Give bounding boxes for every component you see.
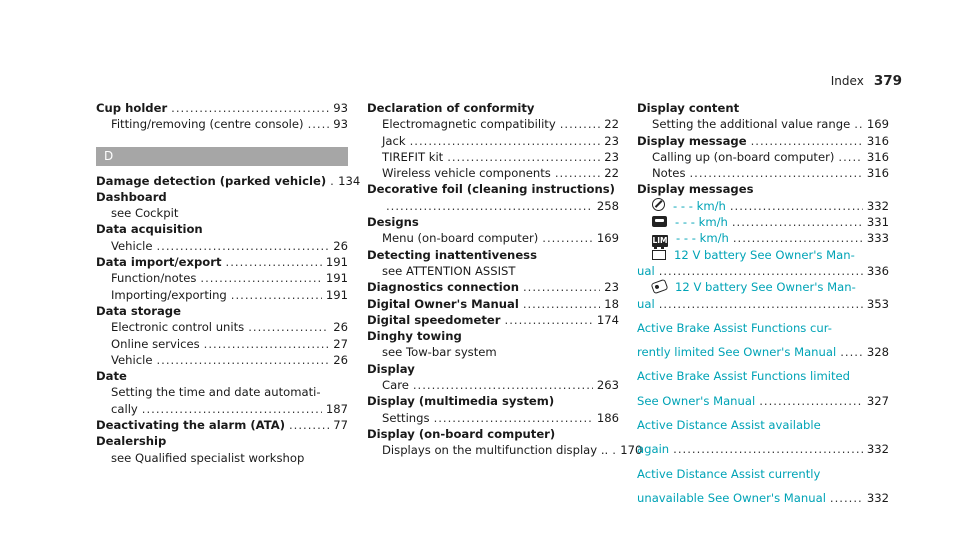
entry-label: Notes (652, 166, 686, 181)
index-entry[interactable]: Active Distance Assist currently (637, 466, 821, 481)
leader-dots (226, 254, 322, 270)
index-heading[interactable] (96, 254, 348, 270)
leader-dots (386, 198, 593, 214)
index-subentry[interactable] (367, 442, 643, 458)
index-entry[interactable]: 12 V battery See Owner's Man- (637, 247, 889, 263)
index-subentry (96, 450, 348, 466)
page-number: 379 (873, 73, 902, 89)
leader-dots (248, 319, 329, 335)
index-entry[interactable]: - - - km/h ..... 331 (637, 214, 889, 230)
index-subentry[interactable] (637, 165, 889, 181)
letter-divider: D (96, 147, 348, 166)
index-entry-continued[interactable]: rently limited See Owner's Manual ..... 328 (637, 344, 889, 360)
leader-dots (156, 352, 329, 368)
entry-label: Vehicle (111, 238, 153, 253)
index-heading (96, 433, 348, 449)
index-heading (637, 181, 889, 197)
index-subentry[interactable] (637, 149, 889, 165)
entry-label: Date (96, 369, 127, 384)
page-ref[interactable]: 23 (604, 133, 619, 148)
entry-label: Designs (367, 215, 419, 230)
page-ref[interactable]: 23 (604, 149, 619, 164)
leader-dots (231, 287, 322, 303)
leader-dots (447, 149, 600, 165)
leader-dots (289, 417, 329, 433)
index-subentry[interactable] (367, 410, 619, 426)
index-subentry[interactable] (96, 336, 348, 352)
leader-dots (612, 442, 616, 458)
index-entry[interactable]: Active Distance Assist available (637, 418, 821, 433)
entry-label: TIREFIT kit (382, 149, 444, 164)
entry-label: Online services (111, 336, 200, 351)
leader-dots (523, 296, 600, 312)
entry-label: Declaration of conformity (367, 101, 535, 115)
speed-limit-icon (652, 198, 665, 211)
index-heading[interactable] (96, 417, 348, 433)
index-heading[interactable] (96, 173, 361, 189)
entry-label: Calling up (on-board computer) (652, 149, 835, 164)
entry-label: Display (multimedia system) (367, 394, 555, 409)
section-title: Index (830, 74, 864, 88)
index-subentry (96, 384, 348, 400)
index-subentry[interactable] (367, 165, 619, 181)
page-ref[interactable]: 27 (333, 336, 348, 351)
index-heading (367, 361, 619, 377)
index-subentry[interactable] (367, 149, 619, 165)
page-ref[interactable]: 316 (866, 149, 889, 164)
entry-label: Wireless vehicle components (382, 166, 551, 181)
leader-dots (330, 173, 334, 189)
index-subentry[interactable] (96, 116, 348, 132)
index-subentry[interactable] (96, 238, 348, 254)
index-entry-continued[interactable]: ual ..... 353 (637, 296, 889, 312)
entry-label: Display (on-board computer) (367, 426, 556, 441)
leader-dots (434, 410, 593, 426)
page-ref[interactable]: 174 (596, 312, 619, 327)
page-ref[interactable]: 23 (604, 280, 619, 295)
index-entry[interactable]: LIM - - - km/h ..... 333 (637, 230, 889, 246)
page-ref[interactable]: 169 (596, 231, 619, 246)
index-column-3 (637, 100, 889, 506)
entry-label: Deactivating the alarm (ATA) (96, 418, 285, 433)
leader-dots (690, 165, 863, 181)
leader-dots (505, 312, 593, 328)
leader-dots (413, 377, 593, 393)
page-ref[interactable]: 258 (596, 198, 619, 213)
leader-dots (200, 270, 321, 286)
page-ref[interactable]: 191 (325, 271, 348, 286)
index-heading (96, 189, 348, 205)
leader-dots (542, 230, 593, 246)
index-subentry[interactable] (367, 133, 619, 149)
page-ref[interactable]: 93 (333, 101, 348, 115)
entry-label: Detecting inattentiveness (367, 247, 537, 262)
entry-label: Menu (on-board computer) (382, 231, 539, 246)
index-entry-continued[interactable]: unavailable See Owner's Manual ..... 332 (637, 490, 889, 506)
leader-dots (555, 165, 600, 181)
page-ref[interactable]: 26 (333, 320, 348, 335)
entry-label: Cup holder (96, 101, 168, 115)
index-heading (637, 100, 889, 116)
page-ref[interactable]: 187 (325, 401, 348, 416)
page-ref[interactable]: 93 (333, 117, 348, 132)
entry-label: Importing/exporting (111, 287, 227, 302)
entry-label: Setting the additional value range (652, 117, 851, 132)
entry-label: Display message (637, 133, 747, 148)
entry-label: Data import/export (96, 255, 222, 270)
leader-dots (204, 336, 330, 352)
index-column-2 (367, 100, 643, 459)
entry-label: Damage detection (parked vehicle) (96, 173, 327, 188)
index-heading[interactable] (367, 296, 619, 312)
index-subentry (367, 263, 619, 279)
car-front-icon (652, 216, 667, 227)
leader-dots (410, 133, 601, 149)
index-subentry[interactable] (367, 198, 619, 214)
index-heading (367, 426, 619, 442)
entry-label: Electromagnetic compatibility (382, 117, 556, 132)
battery-icon (652, 250, 666, 260)
page-ref[interactable]: 22 (604, 117, 619, 132)
index-entry[interactable]: 12 V battery See Owner's Man- (637, 279, 889, 295)
entry-label: Settings (382, 410, 430, 425)
leader-dots (560, 116, 601, 132)
entry-label: Function/notes (111, 271, 197, 286)
entry-label: Care (382, 378, 409, 393)
page-ref[interactable]: 22 (604, 166, 619, 181)
entry-label: Data acquisition (96, 222, 203, 237)
index-heading[interactable] (367, 279, 619, 295)
index-subentry[interactable] (96, 287, 348, 303)
index-entry[interactable]: - - - km/h ..... 332 (637, 198, 889, 214)
entry-label: Display (367, 361, 415, 376)
entry-label: Vehicle (111, 352, 153, 367)
leader-dots (156, 238, 329, 254)
entry-label: see Tow-bar system (382, 345, 497, 360)
index-entry[interactable]: Active Brake Assist Functions limited (637, 369, 851, 384)
entry-label: Display messages (637, 182, 754, 197)
leader-dots (838, 149, 862, 165)
index-heading (367, 181, 619, 197)
index-entry-continued[interactable]: ual ..... 336 (637, 263, 889, 279)
page-ref[interactable]: 77 (333, 418, 348, 433)
index-subentry[interactable] (367, 230, 619, 246)
entry-label: Decorative foil (cleaning instructions) (367, 182, 615, 197)
page-ref[interactable]: 186 (596, 410, 619, 425)
index-heading (96, 303, 348, 319)
leader-dots (751, 133, 863, 149)
index-heading (96, 368, 348, 384)
index-heading[interactable] (637, 133, 889, 149)
entry-label: Data storage (96, 303, 181, 318)
entry-label: Displays on the multifunction display .. (382, 443, 609, 458)
leader-dots (523, 279, 600, 295)
index-entry[interactable]: Active Brake Assist Functions cur- (637, 320, 832, 335)
index-heading (367, 214, 619, 230)
entry-label: Jack (382, 133, 406, 148)
index-heading[interactable] (96, 100, 348, 116)
page-ref[interactable]: 316 (866, 166, 889, 181)
index-heading (367, 328, 619, 344)
index-subentry[interactable] (367, 377, 619, 393)
entry-label: Diagnostics connection (367, 280, 519, 295)
index-heading (367, 100, 619, 116)
index-subentry[interactable] (96, 270, 348, 286)
index-subentry[interactable] (96, 352, 348, 368)
entry-label: Dashboard (96, 189, 167, 204)
entry-label: Fitting/removing (centre console) (111, 117, 304, 132)
entry-label: cally (111, 401, 138, 416)
index-subentry[interactable] (96, 401, 348, 417)
index-heading (367, 247, 619, 263)
entry-label: Display content (637, 101, 740, 115)
page-ref[interactable]: 263 (596, 378, 619, 393)
entry-label: Setting the time and date automati- (111, 385, 321, 400)
index-heading[interactable] (367, 312, 619, 328)
index-entry-continued[interactable]: See Owner's Manual ..... 327 (637, 393, 889, 409)
index-subentry[interactable] (96, 319, 348, 335)
entry-label: Digital speedometer (367, 312, 501, 327)
page-ref[interactable]: 169 (866, 117, 889, 132)
index-subentry[interactable] (637, 116, 889, 132)
entry-label: see Cockpit (111, 206, 179, 221)
key-icon (651, 279, 669, 294)
leader-dots (308, 116, 330, 132)
entry-label: Electronic control units (111, 320, 245, 335)
index-heading (367, 393, 619, 409)
page-header (831, 73, 902, 89)
page-ref[interactable]: 26 (333, 352, 348, 367)
index-subentry (367, 344, 619, 360)
leader-dots (854, 116, 863, 132)
entry-label: Dealership (96, 434, 167, 449)
leader-dots (142, 401, 322, 417)
entry-label: see Qualified specialist workshop (111, 450, 305, 465)
page-ref[interactable]: 26 (333, 238, 348, 253)
page-ref[interactable]: 170 (620, 443, 643, 458)
page-ref[interactable]: 18 (604, 296, 619, 311)
leader-dots (171, 100, 329, 116)
page-ref[interactable]: 134 (338, 173, 361, 188)
entry-label: see ATTENTION ASSIST (382, 263, 516, 278)
entry-label: Dinghy towing (367, 329, 462, 344)
index-subentry[interactable] (367, 116, 619, 132)
page-ref[interactable]: 191 (325, 255, 348, 270)
lim-icon: LIM (652, 236, 668, 246)
index-heading (96, 221, 348, 237)
page-ref[interactable]: 191 (325, 287, 348, 302)
index-entry-continued[interactable]: again ..... 332 (637, 441, 889, 457)
index-column-1 (96, 100, 361, 466)
entry-label: Digital Owner's Manual (367, 296, 519, 311)
page-ref[interactable]: 316 (866, 133, 889, 148)
index-subentry (96, 205, 348, 221)
